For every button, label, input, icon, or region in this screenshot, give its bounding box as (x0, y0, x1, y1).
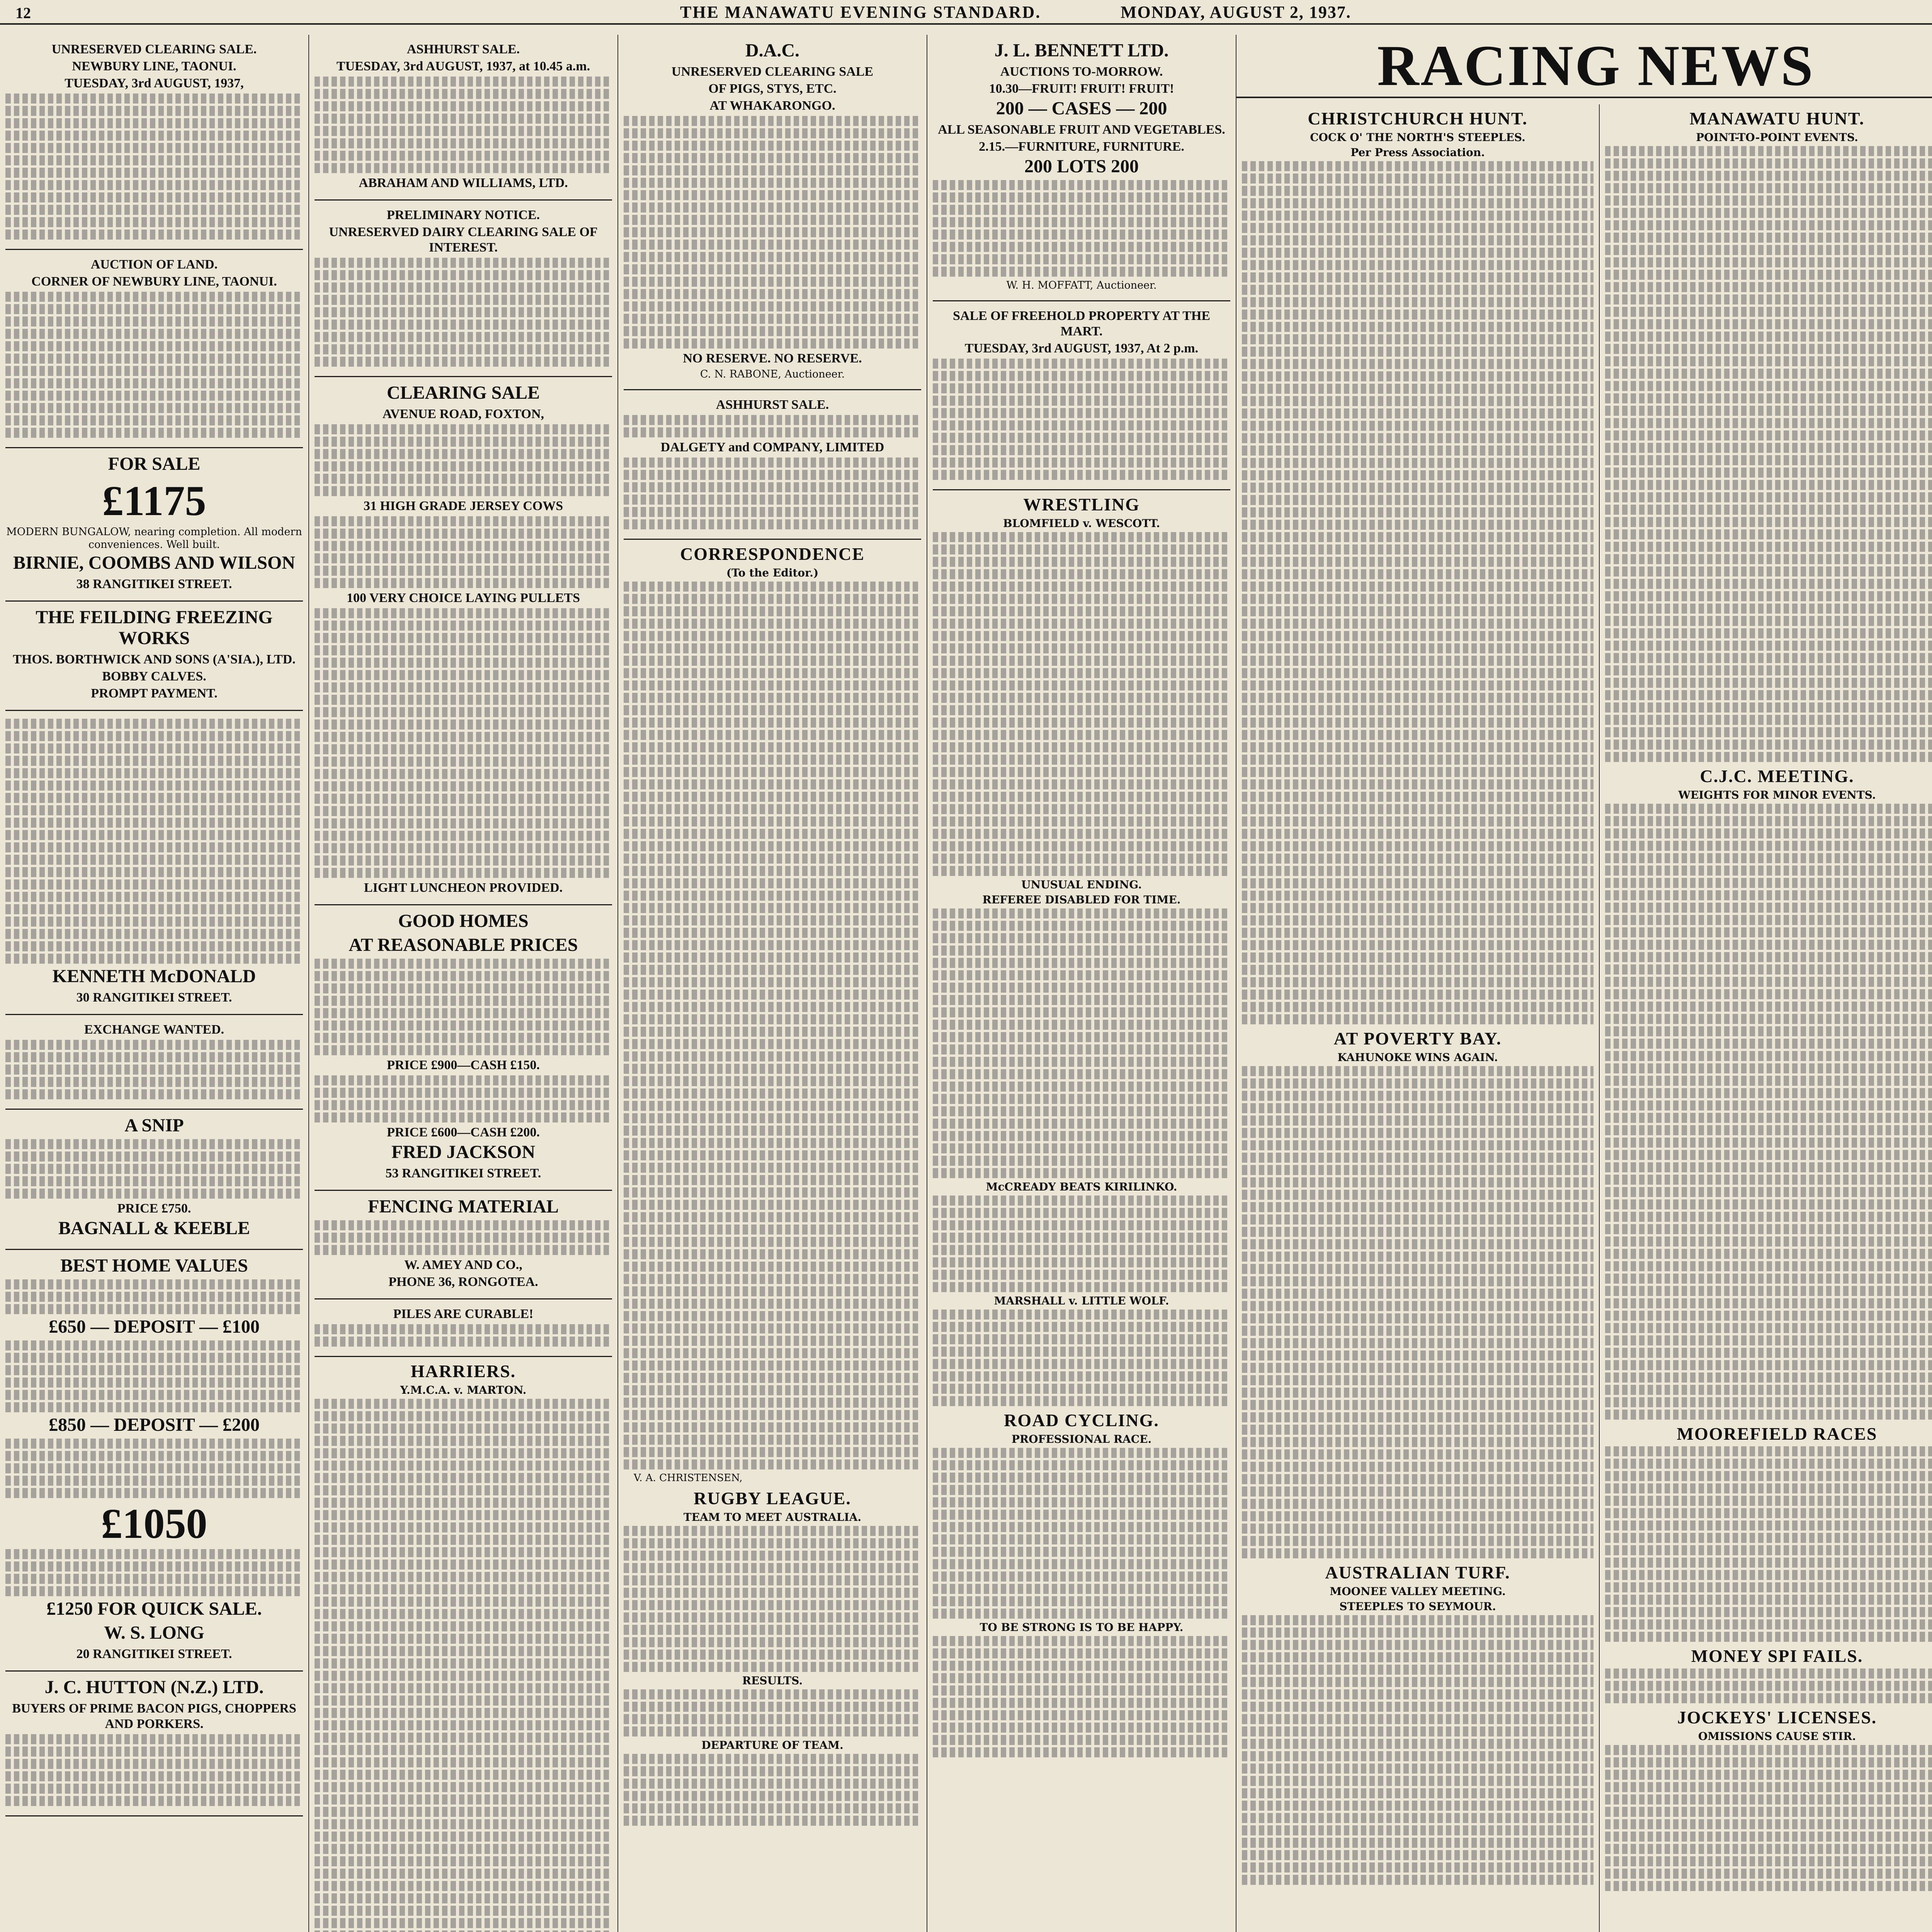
story-heading: CHRISTCHURCH HUNT. (1308, 109, 1528, 128)
ad-freezing-works (5, 602, 303, 711)
ad-subheading: AT WHAKARONGO. (709, 99, 835, 113)
company-name: THOS. BORTHWICK AND SONS (A'SIA.), LTD. (13, 652, 296, 667)
ad-snip (5, 1110, 303, 1250)
ad-ashhurst-sale-2 (624, 390, 921, 540)
ad-subheading: 200 LOTS 200 (1024, 156, 1139, 177)
ad-best-home-values (5, 1250, 303, 1672)
story-subheading: REFEREE DISABLED FOR TIME. (982, 893, 1181, 906)
ad-price: £650 — DEPOSIT — £100 (49, 1316, 260, 1337)
ad-date: TUESDAY, 3rd AUGUST, 1937, (65, 76, 244, 90)
ad-date: TUESDAY, 3rd AUGUST, 1937, At 2 p.m. (964, 341, 1199, 355)
ad-piles (315, 1299, 612, 1357)
story-rugby-league (624, 1488, 921, 1826)
story-jockeys-licenses (1605, 1707, 1932, 1891)
ad-subheading: BOBBY CALVES. (102, 669, 206, 684)
agent-address: 53 RANGITIKEI STREET. (385, 1166, 541, 1180)
story-subheading: WEIGHTS FOR MINOR EVENTS. (1678, 789, 1876, 801)
story-heading: ROAD CYCLING. (1004, 1410, 1159, 1430)
ad-heading: A SNIP (124, 1115, 184, 1136)
story-heading: HARRIERS. (410, 1361, 516, 1381)
column-3 (618, 35, 927, 1932)
ad-heading: BEST HOME VALUES (60, 1255, 248, 1276)
story-subheading: UNUSUAL ENDING. (1021, 878, 1142, 891)
story-subheading: PROFESSIONAL RACE. (1011, 1433, 1152, 1446)
ad-price: £850 — DEPOSIT — £200 (49, 1415, 260, 1435)
story-heading: CORRESPONDENCE (680, 544, 865, 564)
ad-subheading: UNRESERVED DAIRY CLEARING SALE OF INTEREST. (329, 225, 598, 255)
ad-price: £1250 FOR QUICK SALE. (46, 1599, 262, 1619)
story-heading: MOOREFIELD RACES (1677, 1424, 1878, 1444)
ad-fencing-material (315, 1191, 612, 1299)
company-name: ABRAHAM AND WILLIAMS, LTD. (359, 176, 568, 190)
ad-subheading: BUYERS OF PRIME BACON PIGS, CHOPPERS AND PORKERS. (12, 1701, 296, 1731)
ad-subheading: OF PIGS, STYS, ETC. (708, 82, 837, 96)
ad-footer: NO RESERVE. NO RESERVE. (683, 351, 862, 366)
agent-address: 20 RANGITIKEI STREET. (76, 1647, 232, 1661)
ad-heading: ASHHURST SALE. (406, 42, 520, 56)
ad-heading: ASHHURST SALE. (716, 398, 829, 412)
ad-hutton (5, 1672, 303, 1816)
ad-subheading: 200 — CASES — 200 (996, 98, 1167, 119)
ad-heading: UNRESERVED CLEARING SALE. (51, 42, 257, 56)
ad-subheading: PROMPT PAYMENT. (91, 686, 218, 701)
story-subheading: KAHUNOKE WINS AGAIN. (1337, 1051, 1498, 1064)
story-wrestling (933, 494, 1230, 1406)
column-2 (309, 35, 618, 1932)
ad-subheading: 10.30—FRUIT! FRUIT! FRUIT! (989, 82, 1174, 96)
masthead (0, 0, 1932, 25)
story-subheading: POINT-TO-POINT EVENTS. (1696, 131, 1858, 144)
ad-auction-of-land (5, 250, 303, 448)
ad-text: MODERN BUNGALOW, nearing completion. All modern conveniences. Well built. (6, 526, 302, 551)
ad-footer: LIGHT LUNCHEON PROVIDED. (364, 881, 563, 895)
ad-price: £1175 (102, 477, 206, 524)
ad-price: PRICE £600—CASH £200. (387, 1125, 540, 1139)
agent-address: 30 RANGITIKEI STREET. (76, 990, 232, 1005)
story-heading: C.J.C. MEETING. (1700, 766, 1854, 786)
agent-address: 38 RANGITIKEI STREET. (76, 577, 232, 591)
story-subheading: STEEPLES TO SEYMOUR. (1339, 1600, 1496, 1613)
ad-subheading: ALL SEASONABLE FRUIT AND VEGETABLES. (938, 122, 1225, 137)
ad-heading: SALE OF FREEHOLD PROPERTY AT THE MART. (952, 309, 1211, 338)
story-heading: MANAWATU HUNT. (1689, 109, 1865, 128)
ad-dac-sale (624, 35, 921, 390)
ad-subheading: AVENUE ROAD, FOXTON, (382, 407, 544, 421)
story-heading: AUSTRALIAN TURF. (1325, 1563, 1510, 1582)
ad-price: PRICE £900—CASH £150. (387, 1058, 540, 1072)
story-subheading: MOONEE VALLEY MEETING. (1330, 1585, 1506, 1598)
ad-subheading: CORNER OF NEWBURY LINE, TAONUI. (31, 274, 277, 289)
ad-bennett-auctions (933, 35, 1230, 301)
story-moorefield-races (1605, 1423, 1932, 1642)
story-heading: WRESTLING (1023, 495, 1140, 514)
story-byline: Per Press Association. (1350, 146, 1485, 159)
ad-heading: PILES ARE CURABLE! (393, 1307, 534, 1321)
ad-subheading: UNRESERVED CLEARING SALE (671, 65, 874, 79)
ad-heading: FOR SALE (108, 454, 201, 474)
racing-news-banner (1236, 35, 1932, 98)
story-subheading: TEAM TO MEET AUSTRALIA. (683, 1511, 862, 1524)
ad-ashhurst-sale (315, 35, 612, 201)
ad-heading: AUCTIONS TO-MORROW. (1000, 65, 1163, 79)
ad-heading: THE FEILDING FREEZING WORKS (36, 607, 273, 648)
ad-subheading: 100 VERY CHOICE LAYING PULLETS (346, 591, 580, 605)
story-subheading: DEPARTURE OF TEAM. (701, 1739, 844, 1752)
story-subheading: (To the Editor.) (726, 566, 819, 579)
ad-subheading: NEWBURY LINE, TAONUI. (72, 59, 236, 73)
ad-price: PRICE £750. (117, 1201, 191, 1216)
story-cjc-meeting (1605, 766, 1932, 1420)
story-money-spi (1605, 1646, 1932, 1703)
story-subheading: Y.M.C.A. v. MARTON. (400, 1384, 527, 1396)
column-1 (0, 35, 309, 1932)
ad-date: TUESDAY, 3rd AUGUST, 1937, at 10.45 a.m. (336, 59, 590, 73)
paper-title: THE MANAWATU EVENING STANDARD. (680, 3, 1041, 22)
story-subheading: RESULTS. (742, 1674, 803, 1687)
company-name: J. C. HUTTON (N.Z.) LTD. (44, 1677, 264, 1697)
agent-name: BIRNIE, COOMBS AND WILSON (13, 553, 295, 573)
story-manawatu-hunt (1605, 108, 1932, 762)
company-name: DALGETY and COMPANY, LIMITED (660, 440, 884, 454)
ad-clearing-sale-newbury (5, 35, 303, 250)
ad-exchange-wanted (5, 1015, 303, 1110)
ad-preliminary-notice (315, 201, 612, 377)
story-heading: MONEY SPI FAILS. (1691, 1646, 1863, 1666)
story-subheading: McCREADY BEATS KIRILINKO. (986, 1180, 1177, 1193)
story-subheading: MARSHALL v. LITTLE WOLF. (994, 1294, 1169, 1307)
story-heading: AT POVERTY BAY. (1333, 1029, 1502, 1048)
column-4 (927, 35, 1236, 1932)
ad-for-sale-bungalow (5, 448, 303, 602)
story-harriers (315, 1361, 612, 1932)
story-christchurch-hunt (1242, 108, 1594, 1024)
ad-price: £1050 (101, 1500, 207, 1547)
story-road-cycling (933, 1410, 1230, 1757)
ad-heading: D.A.C. (745, 40, 799, 61)
ad-clearing-sale-foxton (315, 377, 612, 905)
story-australian-turf (1242, 1562, 1594, 1885)
company-phone: PHONE 36, RONGOTEA. (388, 1275, 538, 1289)
ad-heading: AUCTION OF LAND. (90, 257, 218, 272)
agent-name: FRED JACKSON (391, 1142, 536, 1162)
auctioneer: C. N. RABONE, Auctioneer. (700, 368, 845, 380)
agent-name: W. S. LONG (104, 1622, 204, 1643)
issue-date: MONDAY, AUGUST 2, 1937. (1121, 3, 1351, 22)
ad-heading: CLEARING SALE (386, 383, 540, 403)
ad-bungalows-mcdonald (5, 711, 303, 1015)
story-subheading: TO BE STRONG IS TO BE HAPPY. (980, 1621, 1184, 1634)
page-number: 12 (15, 4, 31, 22)
story-heading: JOCKEYS' LICENSES. (1677, 1708, 1877, 1727)
ad-subheading: AT REASONABLE PRICES (349, 935, 578, 955)
ad-subheading: 2.15.—FURNITURE, FURNITURE. (979, 139, 1184, 154)
auctioneer: W. H. MOFFATT, Auctioneer. (1006, 279, 1157, 291)
story-subheading: BLOMFIELD v. WESCOTT. (1003, 517, 1160, 530)
story-subheading: OMISSIONS CAUSE STIR. (1698, 1730, 1856, 1743)
agent-name: BAGNALL & KEEBLE (58, 1218, 250, 1238)
company-name: J. L. BENNETT LTD. (994, 40, 1169, 61)
column-5 (1236, 104, 1600, 1932)
ad-heading: PRELIMINARY NOTICE. (386, 208, 540, 222)
ad-heading: FENCING MATERIAL (368, 1196, 559, 1217)
letter-signature: V. A. CHRISTENSEN, (634, 1472, 743, 1484)
story-subheading: COCK O' THE NORTH'S STEEPLES. (1310, 131, 1526, 144)
ad-good-homes (315, 905, 612, 1191)
section-title: RACING NEWS (1377, 34, 1815, 98)
ad-subheading: 31 HIGH GRADE JERSEY COWS (363, 499, 563, 513)
column-6 (1600, 104, 1932, 1932)
story-correspondence (624, 544, 921, 1484)
ad-heading: GOOD HOMES (398, 911, 529, 931)
ad-freehold-property (933, 301, 1230, 490)
story-heading: RUGBY LEAGUE. (694, 1488, 851, 1508)
company-name: W. AMEY AND CO., (404, 1258, 522, 1272)
agent-name: KENNETH McDONALD (52, 966, 256, 986)
story-poverty-bay (1242, 1028, 1594, 1558)
ad-heading: EXCHANGE WANTED. (84, 1022, 224, 1037)
